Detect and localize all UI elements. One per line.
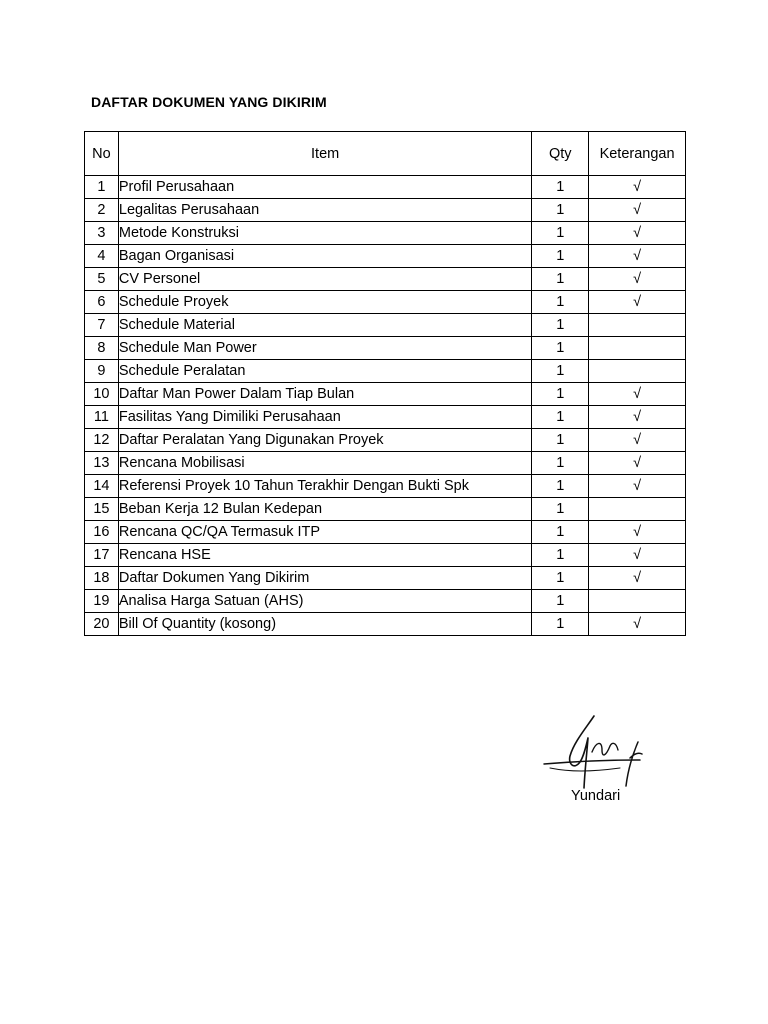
table-row xyxy=(85,452,686,475)
row-qty: 1 xyxy=(532,429,589,452)
row-number: 9 xyxy=(85,360,119,383)
row-qty: 1 xyxy=(532,544,589,567)
row-keterangan: √ xyxy=(589,613,686,636)
row-keterangan: √ xyxy=(589,429,686,452)
row-keterangan: √ xyxy=(589,199,686,222)
table-row xyxy=(85,383,686,406)
row-qty: 1 xyxy=(532,314,589,337)
row-qty: 1 xyxy=(532,613,589,636)
row-item: Rencana QC/QA Termasuk ITP xyxy=(118,521,532,544)
row-qty: 1 xyxy=(532,268,589,291)
row-item: Schedule Man Power xyxy=(118,337,532,360)
row-keterangan: √ xyxy=(589,383,686,406)
row-qty: 1 xyxy=(532,360,589,383)
row-number: 11 xyxy=(85,406,119,429)
row-item: Daftar Dokumen Yang Dikirim xyxy=(118,567,532,590)
row-number: 2 xyxy=(85,199,119,222)
signer-name: Yundari xyxy=(571,788,621,804)
row-number: 16 xyxy=(85,521,119,544)
row-number: 3 xyxy=(85,222,119,245)
row-number: 18 xyxy=(85,567,119,590)
table-header-row xyxy=(85,132,686,176)
row-qty: 1 xyxy=(532,245,589,268)
row-keterangan xyxy=(589,498,686,521)
row-keterangan xyxy=(589,590,686,613)
row-keterangan: √ xyxy=(589,567,686,590)
row-keterangan: √ xyxy=(589,452,686,475)
row-number: 19 xyxy=(85,590,119,613)
row-item: Profil Perusahaan xyxy=(118,176,532,199)
row-number: 12 xyxy=(85,429,119,452)
table-row xyxy=(85,314,686,337)
row-qty: 1 xyxy=(532,406,589,429)
row-item: Daftar Man Power Dalam Tiap Bulan xyxy=(118,383,532,406)
row-item: Schedule Material xyxy=(118,314,532,337)
row-item: Fasilitas Yang Dimiliki Perusahaan xyxy=(118,406,532,429)
row-keterangan xyxy=(589,337,686,360)
row-qty: 1 xyxy=(532,383,589,406)
row-qty: 1 xyxy=(532,176,589,199)
signature-image xyxy=(540,712,650,792)
row-item: Beban Kerja 12 Bulan Kedepan xyxy=(118,498,532,521)
row-item: Metode Konstruksi xyxy=(118,222,532,245)
row-number: 13 xyxy=(85,452,119,475)
row-number: 20 xyxy=(85,613,119,636)
row-number: 6 xyxy=(85,291,119,314)
row-qty: 1 xyxy=(532,567,589,590)
row-item: Legalitas Perusahaan xyxy=(118,199,532,222)
table-row xyxy=(85,291,686,314)
row-number: 14 xyxy=(85,475,119,498)
row-keterangan: √ xyxy=(589,544,686,567)
row-keterangan xyxy=(589,314,686,337)
row-number: 7 xyxy=(85,314,119,337)
row-number: 17 xyxy=(85,544,119,567)
row-keterangan xyxy=(589,360,686,383)
row-keterangan: √ xyxy=(589,222,686,245)
row-item: Schedule Proyek xyxy=(118,291,532,314)
row-qty: 1 xyxy=(532,222,589,245)
table-row xyxy=(85,429,686,452)
table-row xyxy=(85,567,686,590)
row-number: 5 xyxy=(85,268,119,291)
table-body xyxy=(85,176,686,636)
row-qty: 1 xyxy=(532,590,589,613)
row-keterangan: √ xyxy=(589,291,686,314)
row-keterangan: √ xyxy=(589,176,686,199)
table-row xyxy=(85,406,686,429)
table-row xyxy=(85,176,686,199)
table-row xyxy=(85,590,686,613)
row-number: 1 xyxy=(85,176,119,199)
row-keterangan: √ xyxy=(589,521,686,544)
row-item: Referensi Proyek 10 Tahun Terakhir Dengan Bukti Spk xyxy=(118,475,532,498)
column-header-keterangan: Keterangan xyxy=(589,132,686,176)
row-item: CV Personel xyxy=(118,268,532,291)
table-row xyxy=(85,268,686,291)
table-row xyxy=(85,360,686,383)
row-item: Bagan Organisasi xyxy=(118,245,532,268)
row-qty: 1 xyxy=(532,498,589,521)
row-item: Daftar Peralatan Yang Digunakan Proyek xyxy=(118,429,532,452)
row-item: Bill Of Quantity (kosong) xyxy=(118,613,532,636)
row-keterangan: √ xyxy=(589,406,686,429)
table-row xyxy=(85,475,686,498)
row-number: 8 xyxy=(85,337,119,360)
row-item: Analisa Harga Satuan (AHS) xyxy=(118,590,532,613)
table-row xyxy=(85,337,686,360)
row-keterangan: √ xyxy=(589,475,686,498)
table-row xyxy=(85,613,686,636)
table-row xyxy=(85,245,686,268)
table-row xyxy=(85,498,686,521)
row-qty: 1 xyxy=(532,291,589,314)
row-item: Rencana HSE xyxy=(118,544,532,567)
row-keterangan: √ xyxy=(589,245,686,268)
row-item: Schedule Peralatan xyxy=(118,360,532,383)
row-item: Rencana Mobilisasi xyxy=(118,452,532,475)
row-keterangan: √ xyxy=(589,268,686,291)
row-number: 4 xyxy=(85,245,119,268)
row-qty: 1 xyxy=(532,337,589,360)
row-qty: 1 xyxy=(532,521,589,544)
column-header-qty: Qty xyxy=(532,132,589,176)
column-header-item: Item xyxy=(118,132,532,176)
row-qty: 1 xyxy=(532,475,589,498)
row-number: 15 xyxy=(85,498,119,521)
table-row xyxy=(85,521,686,544)
row-qty: 1 xyxy=(532,199,589,222)
document-title: DAFTAR DOKUMEN YANG DIKIRIM xyxy=(91,94,327,110)
row-qty: 1 xyxy=(532,452,589,475)
table-row xyxy=(85,199,686,222)
table-row xyxy=(85,544,686,567)
row-number: 10 xyxy=(85,383,119,406)
column-header-no: No xyxy=(85,132,119,176)
document-table xyxy=(84,131,686,636)
table-row xyxy=(85,222,686,245)
